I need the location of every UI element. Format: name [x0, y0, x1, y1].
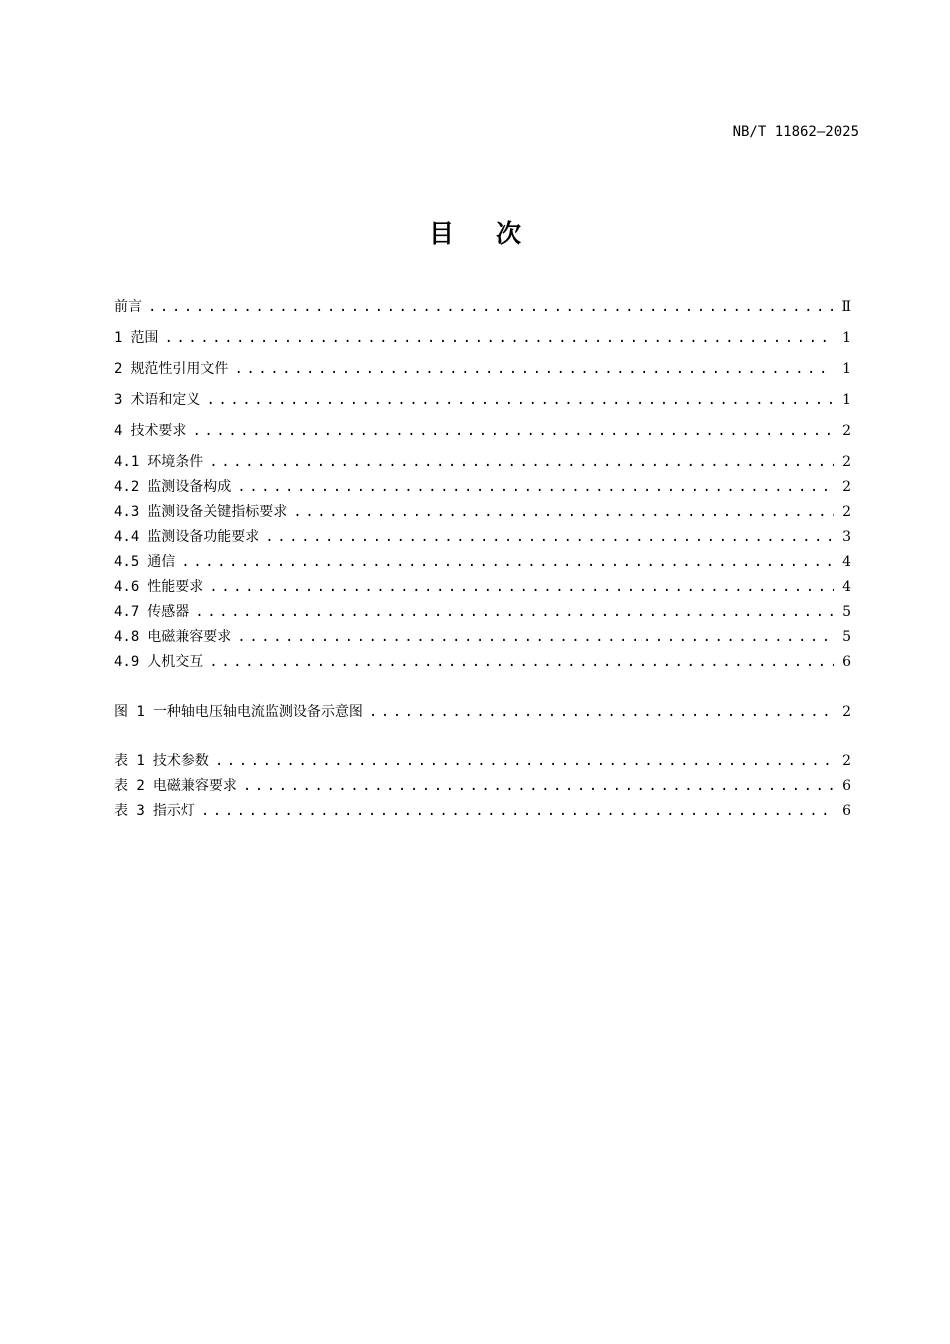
toc-entry-page: 3 — [842, 529, 851, 545]
toc-entry-foreword[interactable] — [114, 297, 851, 317]
standard-number: NB/T 11862—2025 — [732, 124, 859, 140]
toc-table-label: 指示灯 — [152, 803, 195, 819]
toc-entry-label: 范围 — [130, 330, 159, 346]
toc-dot-leader — [237, 627, 834, 647]
toc-entry-page: 2 — [842, 454, 851, 470]
toc-entry-label: 术语和定义 — [130, 392, 201, 408]
toc-entry-number: 4.1 — [114, 454, 140, 470]
toc-entry-label: 规范性引用文件 — [130, 361, 229, 377]
toc-entry-label: 性能要求 — [147, 579, 204, 595]
toc-entry-label: 传感器 — [147, 604, 190, 620]
toc-entry-4-4[interactable] — [114, 527, 851, 547]
toc-dot-leader — [201, 801, 834, 821]
toc-entry-number: 4 — [114, 423, 123, 439]
toc-entry-page: 2 — [842, 479, 851, 495]
toc-entry-page: 6 — [842, 654, 851, 670]
toc-dot-leader — [181, 552, 834, 572]
toc-entry-4-5[interactable] — [114, 552, 851, 572]
toc-figure-1[interactable] — [114, 702, 851, 722]
toc-entry-page: 5 — [842, 629, 851, 645]
toc-figure-number: 图 1 — [114, 704, 145, 720]
toc-entry-page: 2 — [842, 423, 851, 439]
toc-dot-leader — [369, 702, 834, 722]
toc-entry-label: 电磁兼容要求 — [147, 629, 232, 645]
toc-entry-4-8[interactable] — [114, 627, 851, 647]
toc-entry-page: Ⅱ — [841, 299, 851, 315]
toc-table-number: 表 2 — [114, 778, 145, 794]
toc-dot-leader — [215, 751, 834, 771]
toc-entry-4-1[interactable] — [114, 452, 851, 472]
toc-entry-number: 4.9 — [114, 654, 140, 670]
toc-entry-number: 4.2 — [114, 479, 140, 495]
toc-entry-page: 1 — [842, 392, 851, 408]
toc-entry-normative-references[interactable] — [114, 359, 851, 379]
toc-entry-label: 监测设备功能要求 — [147, 529, 260, 545]
toc-entry-number: 4.7 — [114, 604, 140, 620]
toc-entry-terms-definitions[interactable] — [114, 390, 851, 410]
toc-table-number: 表 1 — [114, 753, 145, 769]
toc-entry-label: 监测设备构成 — [147, 479, 232, 495]
toc-entry-technical-requirements[interactable] — [114, 421, 851, 441]
toc-dot-leader — [209, 577, 834, 597]
toc-entry-page: 5 — [842, 604, 851, 620]
toc-table-1[interactable] — [114, 751, 851, 771]
toc-entry-page: 1 — [842, 330, 851, 346]
toc-entry-number: 4.5 — [114, 554, 140, 570]
toc-entry-page: 4 — [842, 554, 851, 570]
toc-table-number: 表 3 — [114, 803, 145, 819]
toc-entry-number: 4.3 — [114, 504, 140, 520]
toc-entry-label: 监测设备关键指标要求 — [147, 504, 288, 520]
toc-dot-leader — [243, 776, 834, 796]
toc-dot-leader — [265, 527, 834, 547]
toc-entry-label: 人机交互 — [147, 654, 204, 670]
toc-dot-leader — [209, 652, 834, 672]
toc-entry-4-6[interactable] — [114, 577, 851, 597]
toc-entry-number: 3 — [114, 392, 123, 408]
toc-table-page: 6 — [842, 803, 851, 819]
toc-entry-number: 1 — [114, 330, 123, 346]
toc-dot-leader — [293, 502, 834, 522]
toc-dot-leader — [237, 477, 834, 497]
toc-dot-leader — [148, 297, 833, 317]
toc-entry-number: 2 — [114, 361, 123, 377]
toc-entry-page: 4 — [842, 579, 851, 595]
toc-entry-page: 1 — [842, 361, 851, 377]
toc-figure-label: 一种轴电压轴电流监测设备示意图 — [152, 704, 363, 720]
toc-table-2[interactable] — [114, 776, 851, 796]
toc-entry-4-7[interactable] — [114, 602, 851, 622]
toc-entry-number: 4.6 — [114, 579, 140, 595]
toc-dot-leader — [209, 452, 834, 472]
toc-dot-leader — [195, 602, 834, 622]
toc-table-page: 6 — [842, 778, 851, 794]
toc-entry-4-9[interactable] — [114, 652, 851, 672]
toc-entry-4-2[interactable] — [114, 477, 851, 497]
toc-dot-leader — [234, 359, 834, 379]
toc-dot-leader — [206, 390, 834, 410]
toc-table-label: 电磁兼容要求 — [152, 778, 237, 794]
toc-table-page: 2 — [842, 753, 851, 769]
toc-table-3[interactable] — [114, 801, 851, 821]
page-title: 目次 — [428, 219, 563, 248]
toc-entry-number: 4.8 — [114, 629, 140, 645]
toc-dot-leader — [192, 421, 834, 441]
toc-dot-leader — [164, 328, 834, 348]
toc-entry-number: 4.4 — [114, 529, 140, 545]
toc-entry-label: 前言 — [114, 299, 142, 315]
toc-figure-page: 2 — [842, 704, 851, 720]
toc-entry-4-3[interactable] — [114, 502, 851, 522]
toc-table-label: 技术参数 — [152, 753, 209, 769]
toc-entry-label: 技术要求 — [130, 423, 187, 439]
toc-entry-page: 2 — [842, 504, 851, 520]
toc-entry-label: 环境条件 — [147, 454, 204, 470]
toc-entry-scope[interactable] — [114, 328, 851, 348]
toc-entry-label: 通信 — [147, 554, 176, 570]
